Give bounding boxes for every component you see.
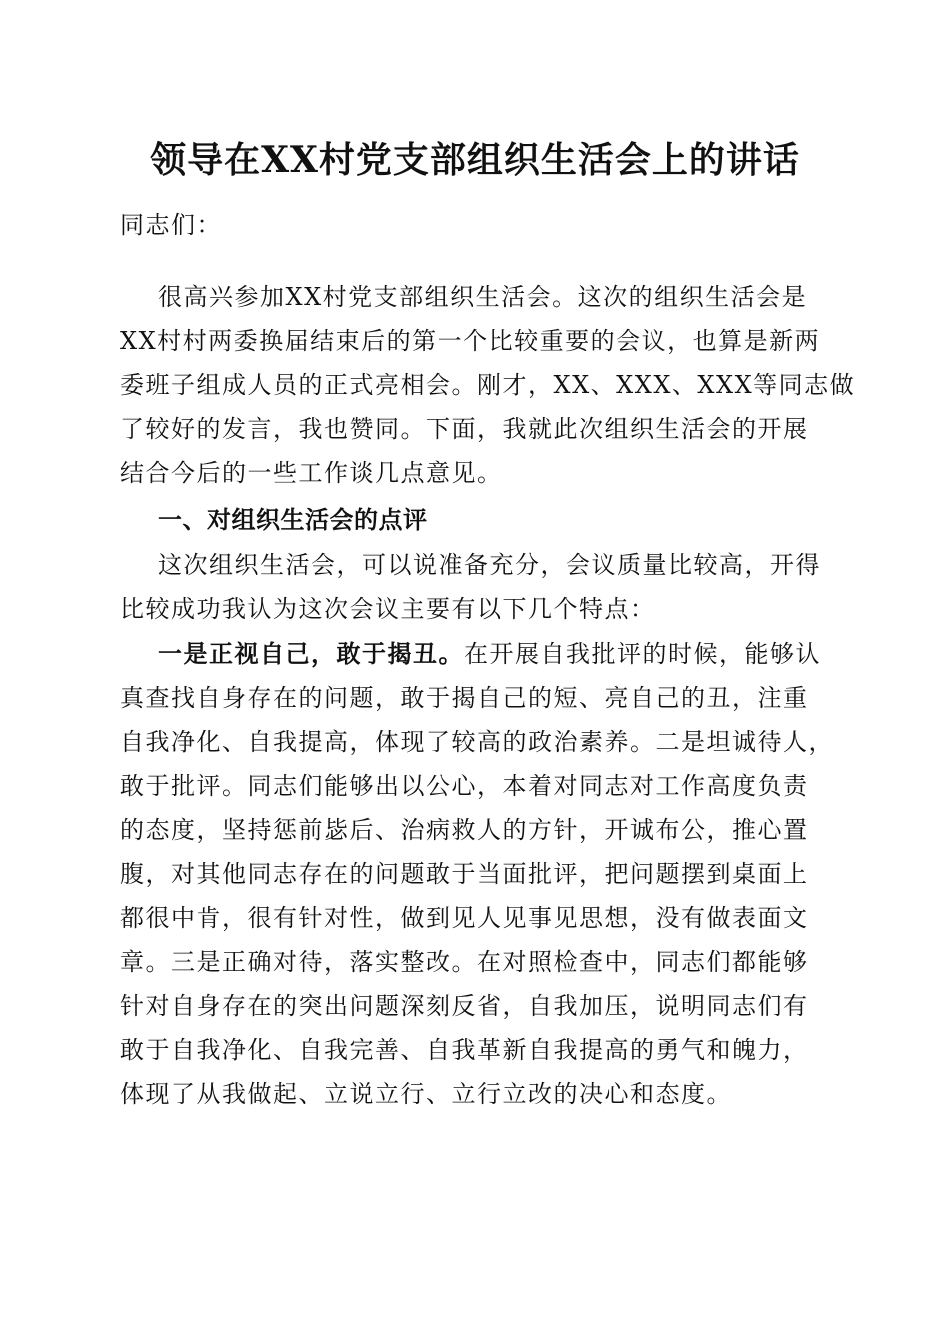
paragraph-line: 结合今后的一些工作谈几点意见。: [120, 459, 503, 487]
paragraph-line: 了较好的发言，我也赞同。下面，我就此次组织生活会的开展: [120, 415, 809, 443]
paragraph-line: 自我净化、自我提高，体现了较高的政治素养。二是坦诚待人，: [120, 728, 834, 756]
paragraph-line: 这次组织生活会，可以说准备充分，会议质量比较高，开得: [158, 551, 821, 579]
paragraph-line: 章。三是正确对待，落实整改。在对照检查中，同志们都能够: [120, 948, 809, 976]
paragraph-line: 针对自身存在的突出问题深刻反省，自我加压，说明同志们有: [120, 992, 809, 1020]
paragraph-line: 比较成功我认为这次会议主要有以下几个特点：: [120, 595, 656, 623]
point-one-lead: 一是正视自己，敢于揭丑。: [158, 639, 464, 668]
paragraph-line: XX村村两委换届结束后的第一个比较重要的会议，也算是新两: [120, 327, 821, 355]
section-heading: 一、对组织生活会的点评: [158, 506, 428, 534]
paragraph-line: 的态度，坚持惩前毖后、治病救人的方针，开诚布公，推心置: [120, 816, 809, 844]
document-title: 领导在XX村党支部组织生活会上的讲话: [150, 139, 800, 181]
paragraph-line: 都很中肯，很有针对性，做到见人见事见思想，没有做表面文: [120, 904, 809, 932]
greeting: 同志们：: [120, 211, 222, 239]
paragraph-line: 委班子组成人员的正式亮相会。刚才，XX、XXX、XXX等同志做: [120, 371, 856, 399]
paragraph-line: 敢于批评。同志们能够出以公心，本着对同志对工作高度负责: [120, 772, 809, 800]
review-paragraph: [120, 543, 840, 631]
paragraph-line: 真查找自身存在的问题，敢于揭自己的短、亮自己的丑，注重: [120, 684, 809, 712]
paragraph-line: 很高兴参加XX村党支部组织生活会。这次的组织生活会是: [158, 283, 808, 311]
paragraph-line: 腹，对其他同志存在的问题敢于当面批评，把问题摆到桌面上: [120, 860, 809, 888]
point-one-text: 在开展自我批评的时候，能够认: [464, 640, 821, 668]
paragraph-line: [120, 632, 840, 676]
intro-paragraph: [120, 275, 856, 495]
points-paragraph: [120, 632, 840, 1116]
paragraph-line: 敢于自我净化、自我完善、自我革新自我提高的勇气和魄力，: [120, 1036, 809, 1064]
paragraph-line: 体现了从我做起、立说立行、立行立改的决心和态度。: [120, 1080, 732, 1108]
